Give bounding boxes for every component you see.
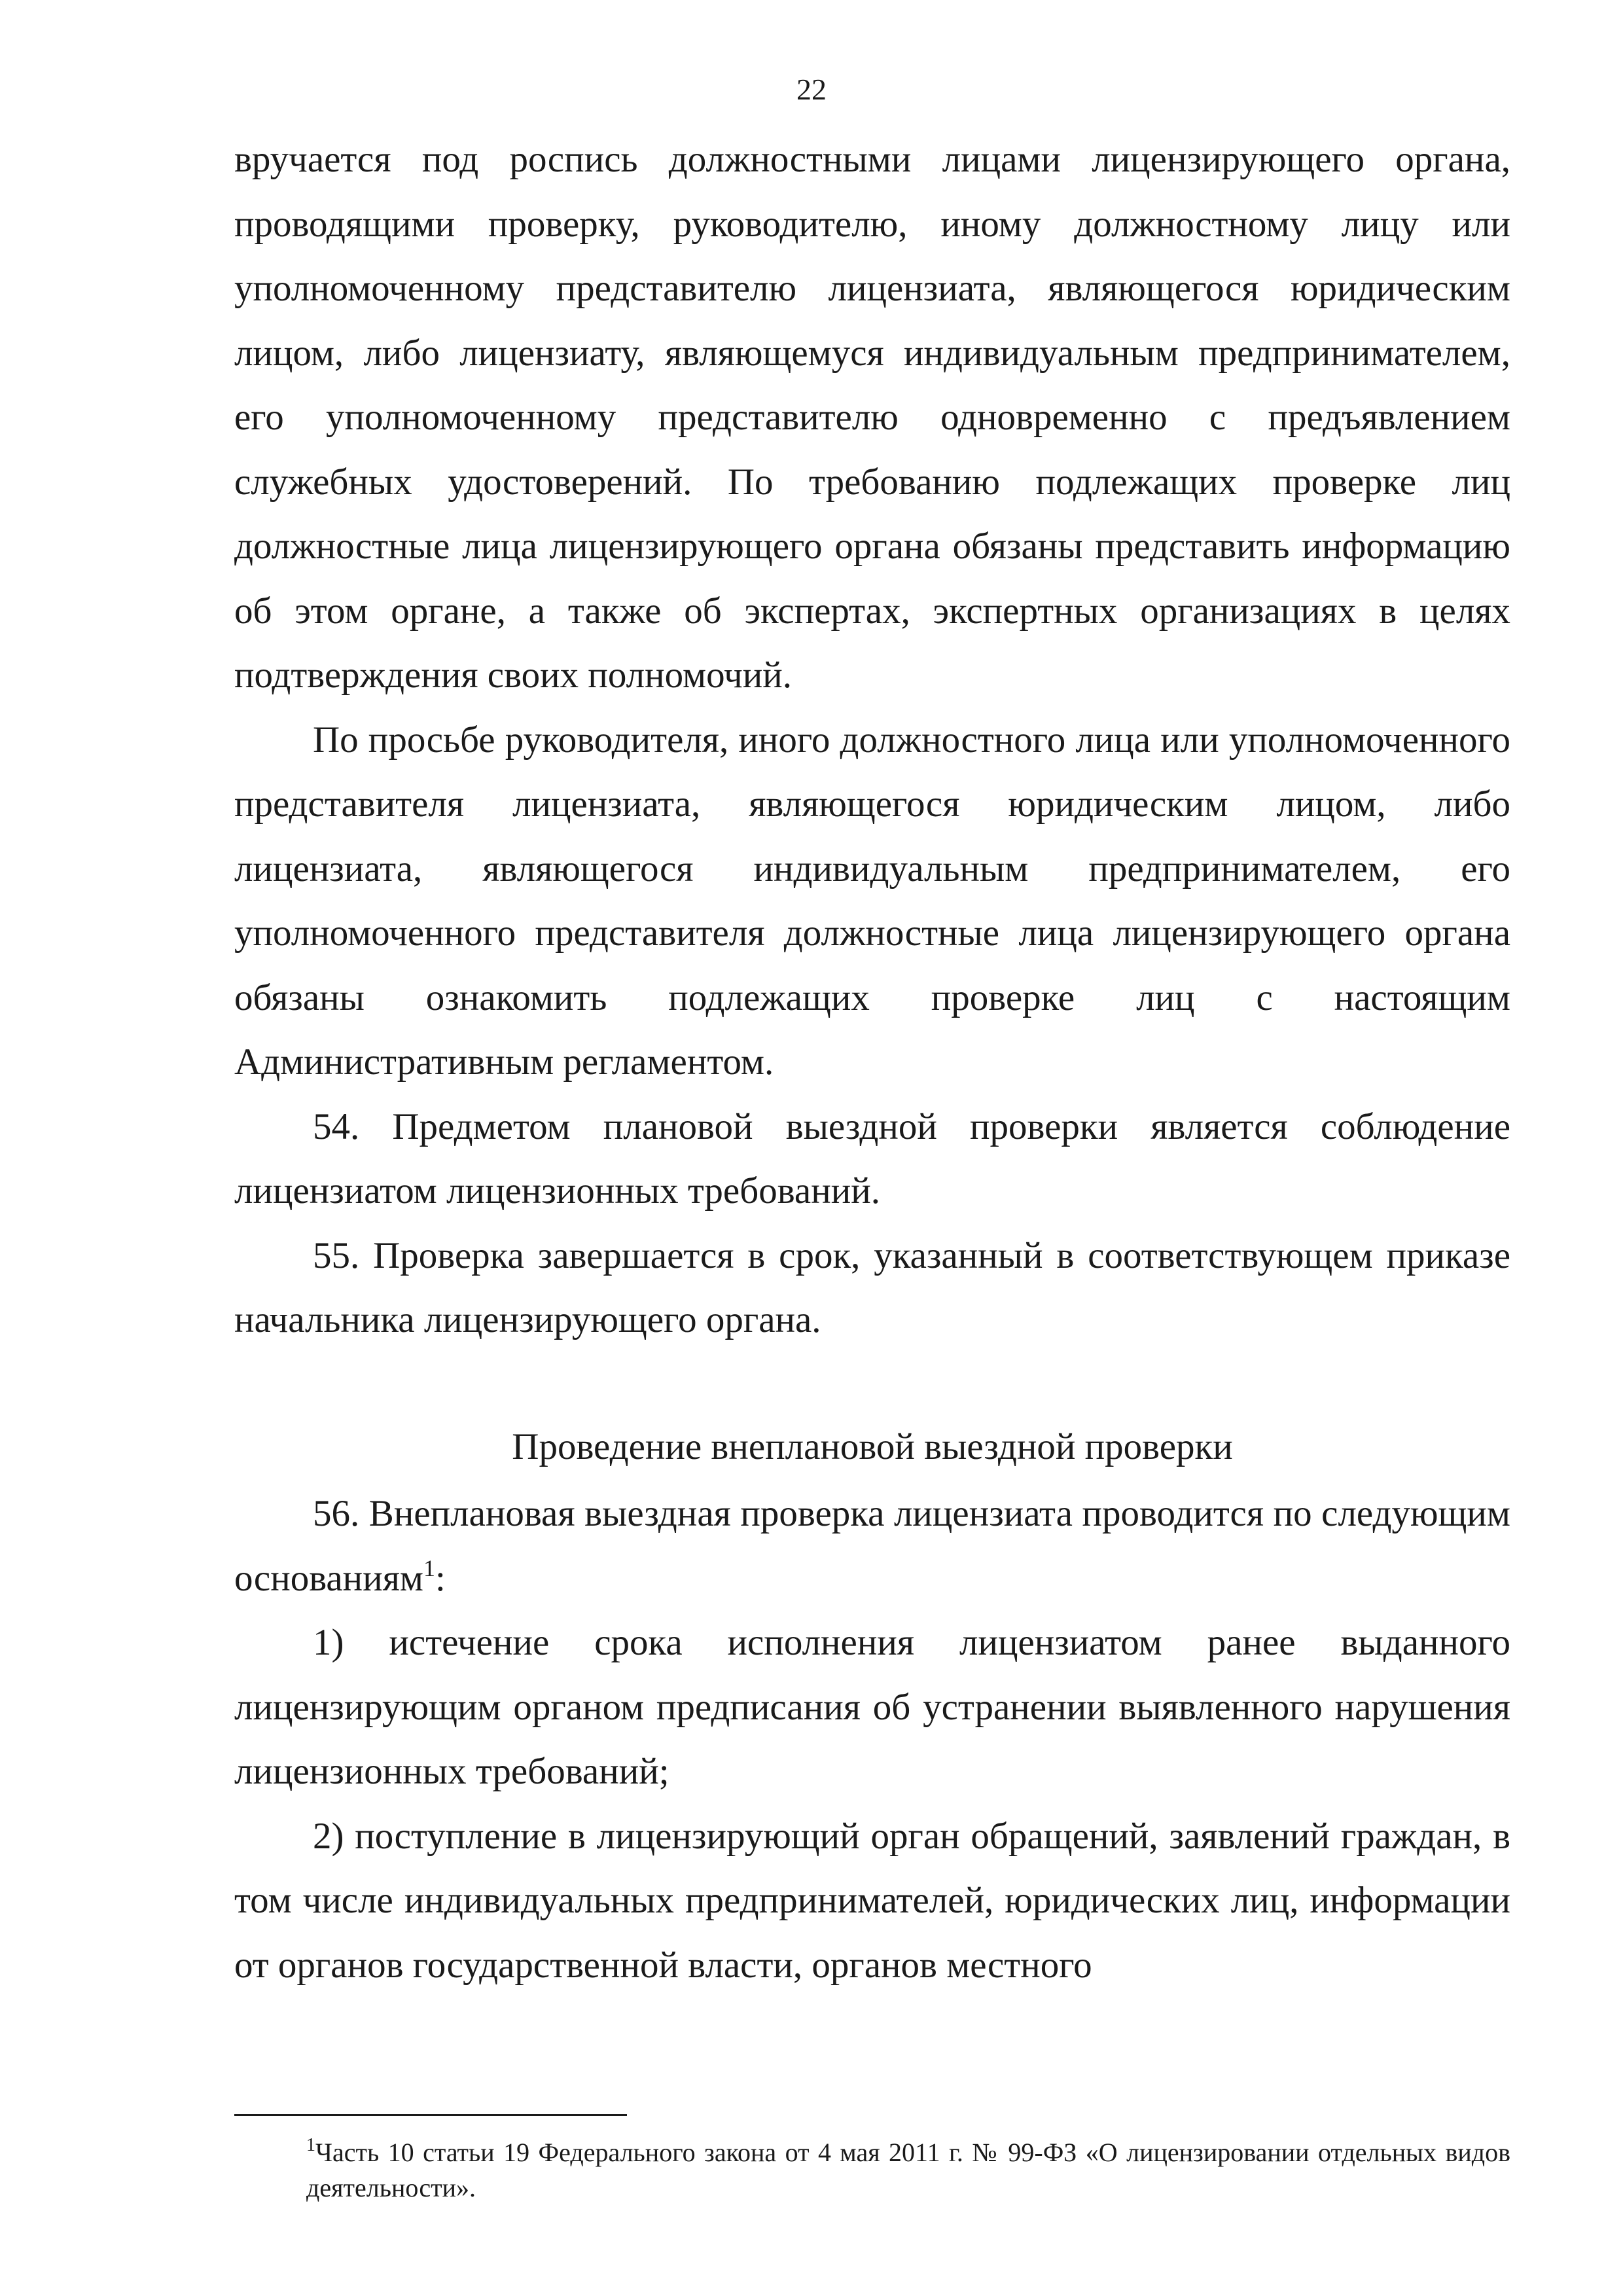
paragraph-56 [234,1482,1510,1611]
paragraph-55: 55. Проверка завершается в срок, указанный в соответствующем приказе начальника лицензирующего органа. [234,1234,1510,1340]
footnote-text: Часть 10 статьи 19 Федерального закона от 4 мая 2011 г. № 99-ФЗ «О лицензировании отдельных видов деятельности». [306,2138,1510,2202]
footnote-reference[interactable]: 1 [423,1554,435,1581]
footnote-marker: 1 [306,2135,315,2155]
page-number: 22 [796,73,827,106]
paragraph-56-text: 56. Внеплановая выездная проверка лицензиата проводится по следующим основаниям [234,1493,1510,1599]
paragraph-continuation: вручается под роспись должностными лицами лицензирующего органа, проводящими проверку, руководителю, иному должностному лицу или уполномоченному представителю лицензиата, являющегося юридическим лицом, либо лицензиату, являющемуся индивидуальным предпринимателем, его уполномоченному представителю одновременно с предъявлением служебных удостоверений. По требованию подлежащих проверке лиц должностные лица лицензирующего органа обязаны представить информацию об этом органе, а также об экспертах, экспертных организациях в целях подтверждения своих полномочий. [234,139,1510,696]
footnote-body [234,2135,1510,2206]
paragraph-acquaintance: По просьбе руководителя, иного должностного лица или уполномоченного представителя лицензиата, являющегося юридическим лицом, либо лицензиата, являющегося индивидуальным предпринимателем, его уполномоченного представителя должностные лица лицензирующего органа обязаны ознакомить подлежащих проверке лиц с настоящим Административным регламентом. [234,719,1510,1083]
list-item-2: 2) поступление в лицензирующий орган обращений, заявлений граждан, в том числе индивидуальных предпринимателей, юридических лиц, информации от органов государственной власти, органов местного [234,1815,1510,1986]
footnote [234,2135,1510,2206]
section-heading: Проведение внеплановой выездной проверки [512,1426,1233,1467]
paragraph-56-suffix: : [435,1557,446,1599]
paragraph-54: 54. Предметом плановой выездной проверки является соблюдение лицензиатом лицензионных требований. [234,1105,1510,1211]
footnote-separator [234,2114,627,2116]
list-item-1: 1) истечение срока исполнения лицензиатом ранее выданного лицензирующим органом предписания об устранении выявленного нарушения лицензионных требований; [234,1622,1510,1792]
document-body [234,128,1510,1998]
